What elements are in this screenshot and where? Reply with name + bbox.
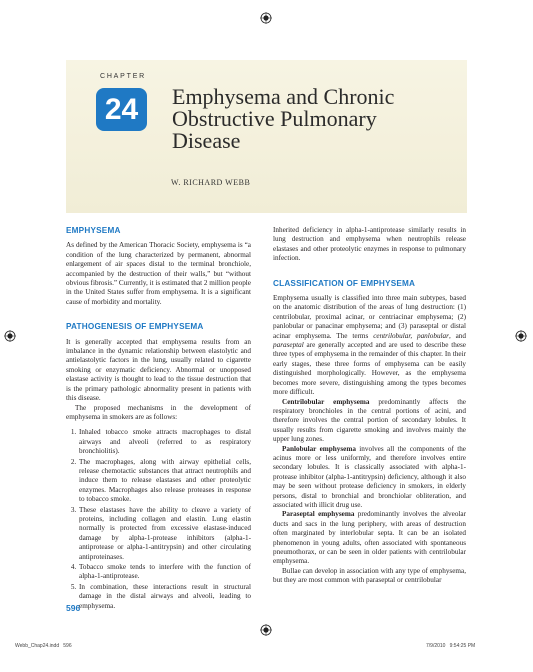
print-slug-date: 7/9/2010 9:54:25 PM [426, 643, 476, 649]
paraseptal-term: Paraseptal emphysema [282, 510, 355, 519]
registration-mark-right-icon [515, 330, 527, 342]
classification-text: are generally accepted and are used to describe these three types of emphysema in the remainder of this chapter. In their early stages, these three forms of emphysema can be easily distinguished morphologically. However, as the emphysema becomes more severe, distinguishing among the types becomes more difficult. [273, 341, 466, 397]
paraseptal-text: predominantly involves the alveolar ducts and sacs in the lung periphery, with areas of destruction often marginated by interlobular septa. It can be an isolated phenomenon in young adults, often associated with spontaneous pneumothorax, or can be seen in older patients with centrilobular emphysema. [273, 510, 466, 566]
emphysema-heading: EMPHYSEMA [66, 226, 121, 235]
classification-paragraph [273, 294, 466, 397]
list-item: 4. Tobacco smoke tends to interfere with the function of alpha-1-antiprotease. [78, 563, 251, 582]
alpha1-paragraph: Inherited deficiency in alpha-1-antiprotease similarly results in lung destruction and emphysema when neutrophils release elastases and other proteolytic enzymes in response to pulmonary infection. [273, 226, 466, 263]
classification-text: , and [448, 331, 466, 340]
centrilobular-term: Centrilobular emphysema [282, 397, 370, 406]
registration-mark-bottom-icon [260, 624, 272, 636]
list-item: 2. The macrophages, along with airway epithelial cells, release chemotactic substances that attract neutrophils and induce them to release elastases and other proteolytic enzymes. Macrophages also release proteases in response to tobacco smoke. [78, 458, 251, 505]
chapter-label: CHAPTER [99, 73, 147, 80]
list-item: 1. Inhaled tobacco smoke attracts macrophages to distal airways and alveoli (referred to as respiratory bronchiolitis). [78, 428, 251, 456]
panlobular-paragraph [273, 445, 466, 511]
chapter-title-line: Obstructive Pulmonary [172, 106, 377, 131]
centrilobular-paragraph [273, 398, 466, 445]
emphysema-paragraph: As defined by the American Thoracic Society, emphysema is “a condition of the lung characterized by permanent, abnormal enlargement of air spaces distal to the terminal bronchiole, accompanied by the destruction of their walls,” but “without obvious fibrosis.” Currently, it is estimated that 2 million people in the United States suffer from emphysema. It is a significant cause of morbidity and mortality. [66, 241, 251, 306]
chapter-title-line: Disease [172, 128, 241, 153]
registration-mark-top-icon [260, 12, 272, 24]
list-item: 5. In combination, these interactions result in structural damage in the distal airways and alveoli, leading to emphysema. [78, 583, 251, 611]
right-column [273, 226, 466, 586]
pathogenesis-heading: PATHOGENESIS OF EMPHYSEMA [66, 322, 204, 332]
classification-heading: CLASSIFICATION OF EMPHYSEMA [273, 278, 416, 288]
list-item: 3. These elastases have the ability to cleave a variety of proteins, including collagen and elastin. Lung elastin normally is protected from excessive elastase-induced damage by alpha-1-protease inhibitors (alpha-1-antiprotease or alpha-1-antitrypsin) and other circulating antiproteinases. [78, 506, 251, 562]
left-column [66, 226, 251, 612]
classification-text: Emphysema usually is classified into three main subtypes, based on the anatomic distribution of the areas of lung destruction: (1) centrilobular, proximal acinar, or centriacinar emphysema; (2) panlobular or panacinar emphysema; and (3) paraseptal or distal acinar emphysema. The terms [273, 294, 466, 340]
chapter-title-line: Emphysema and Chronic [172, 84, 395, 109]
print-slug-file: Webb_Chap24.indd 596 [15, 643, 72, 649]
mechanisms-intro-paragraph: The proposed mechanisms in the development of emphysema in smokers are as follows: [66, 403, 251, 421]
pathogenesis-paragraph: It is generally accepted that emphysema results from an imbalance in the dynamic relationship between elastolytic and antielastolytic factors in the lung, usually related to cigarette smoking or enzymatic deficiency. Abnormal or unopposed elastase activity is thought to lead to the tissue destruction that is the primary pathologic abnormality present in patients with this disease. [66, 337, 251, 403]
registration-mark-left-icon [4, 330, 16, 342]
mechanisms-list [66, 428, 251, 611]
term-centrilobular-panlobular: centrilobular, panlobular [373, 331, 449, 340]
term-paraseptal: paraseptal [273, 341, 304, 350]
panlobular-term: Panlobular emphysema [282, 444, 356, 453]
chapter-number-badge: 24 [96, 88, 147, 131]
centrilobular-text: predominantly affects the respiratory bronchioles in the central portions of acini, and therefore involves the central portion of secondary lobules. It usually results from cigarette smoking and involves mainly the upper lung zones. [273, 397, 466, 444]
panlobular-text: involves all the components of the acinus more or less uniformly, and therefore involves entire secondary lobules. It is classically associated with alpha-1-protease inhibitor (alpha-1-antitrypsin) deficiency, although it also may be seen without protease deficiency in smokers, in elderly persons, distal to bronchial and bronchiolar obliteration, and associated with illicit drug use. [273, 444, 466, 509]
paraseptal-paragraph [273, 510, 466, 566]
page-number: 596 [66, 603, 81, 613]
chapter-title [172, 86, 462, 152]
bullae-paragraph: Bullae can develop in association with any type of emphysema, but they are most common with paraseptal or centrilobular [273, 566, 466, 585]
chapter-author: W. RICHARD WEBB [171, 178, 251, 187]
